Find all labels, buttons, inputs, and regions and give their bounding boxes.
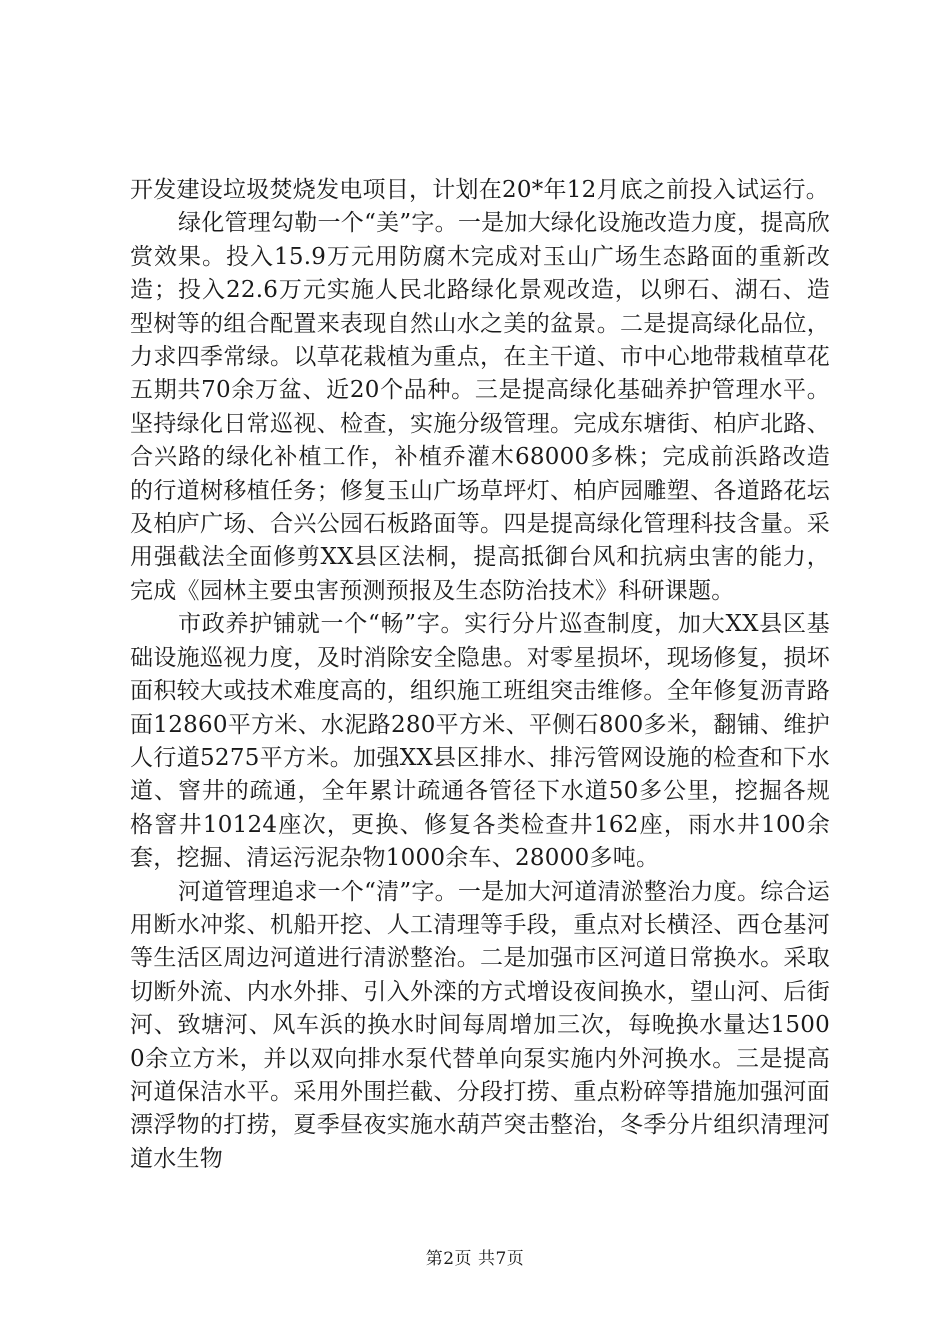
- paragraph-municipal-maintenance: 市政养护铺就一个“畅”字。实行分片巡查制度，加大XX县区基础设施巡视力度，及时消除安全隐患。对零星损坏，现场修复，损坏面积较大或技术难度高的，组织施工班组突击维修。全年修复沥青路面12860平方米、水泥路280平方米、平侧石800多米，翻铺、维护人行道5275平方米。加强XX县区排水、排污管网设施的检查和下水道、窨井的疏通，全年累计疏通各管径下水道50多公里，挖掘各规格窨井10124座次，更换、修复各类检查井162座，雨水井100余套，挖掘、清运污泥杂物1000余车、28000多吨。: [130, 611, 830, 872]
- page-number: 第2页 共7页: [425, 1249, 525, 1269]
- paragraph-intro-continued: 开发建设垃圾焚烧发电项目，计划在20*年12月底之前投入试运行。: [130, 177, 830, 203]
- paragraph-greening: 绿化管理勾勒一个“美”字。一是加大绿化设施改造力度，提高欣赏效果。投入15.9万元用防腐木完成对玉山广场生态路面的重新改造；投入22.6万元实施人民北路绿化景观改造，以卵石、湖石、造型树等的组合配置来表现自然山水之美的盆景。二是提高绿化品位，力求四季常绿。以草花栽植为重点，在主干道、市中心地带栽植草花五期共70余万盆、近20个品种。三是提高绿化基础养护管理水平。坚持绿化日常巡视、检查，实施分级管理。完成东塘街、柏庐北路、合兴路的绿化补植工作，补植乔灌木68000多株；完成前浜路改造的行道树移植任务；修复玉山广场草坪灯、柏庐园雕塑、各道路花坛及柏庐广场、合兴公园石板路面等。四是提高绿化管理科技含量。采用强截法全面修剪XX县区法桐，提高抵御台风和抗病虫害的能力，完成《园林主要虫害预测预报及生态防治技术》科研课题。: [130, 210, 830, 604]
- page-footer: [0, 1244, 950, 1269]
- paragraph-river-management: 河道管理追求一个“清”字。一是加大河道清淤整治力度。综合运用断水冲浆、机船开挖、人工清理等手段，重点对长横泾、西仓基河等生活区周边河道进行清淤整治。二是加强市区河道日常换水。采取切断外流、内水外排、引入外滦的方式增设夜间换水，望山河、后街河、致塘河、风车浜的换水时间每周增加三次，每晚换水量达15000余立方米，并以双向排水泵代替单向泵实施内外河换水。三是提高河道保洁水平。采用外围拦截、分段打捞、重点粉碎等措施加强河面漂浮物的打捞，夏季昼夜实施水葫芦突击整治，冬季分片组织清理河道水生物: [130, 878, 830, 1172]
- document-body: [130, 174, 830, 1176]
